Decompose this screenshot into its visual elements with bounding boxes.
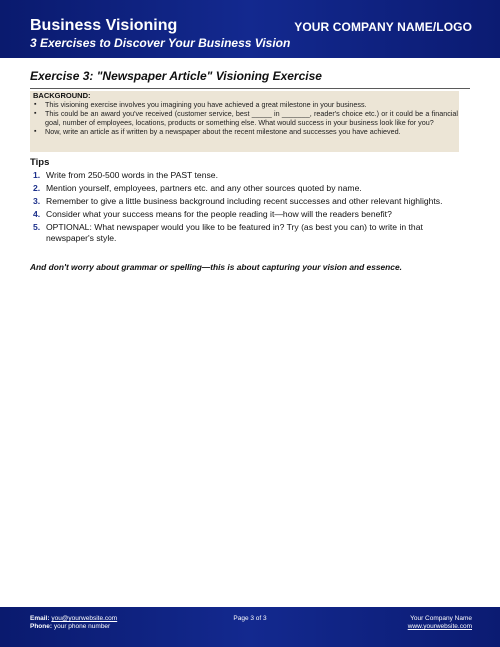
company-name: Your Company Name: [410, 615, 472, 622]
tip-text: OPTIONAL: What newspaper would you like to be featured in? Try (as best you can) to write in that newspaper's style.: [46, 221, 423, 243]
tip-text: Mention yourself, employees, partners etc. and any other sources quoted by name.: [46, 182, 362, 193]
tip-text: Write from 250-500 words in the PAST tense.: [46, 170, 218, 180]
list-item: [31, 100, 458, 109]
tip-number: 2.: [33, 182, 41, 193]
background-box: [30, 91, 459, 152]
page-footer: [0, 607, 500, 647]
email-link[interactable]: you@yourwebsite.com: [51, 615, 118, 622]
tips-heading: Tips: [30, 157, 50, 168]
list-item: [31, 109, 458, 127]
bullet-icon: ▪: [34, 128, 37, 136]
phone-label: Phone:: [30, 623, 53, 630]
bullet-icon: ▪: [34, 110, 37, 118]
exercise-title: Exercise 3: "Newspaper Article" Visioning Exercise: [30, 68, 470, 89]
list-item-text: This could be an award you've received (customer service, best _____ in _______, reader's choice etc.) or it could be a financial goal, number of employees, locations, products or something else. What would success in your business look like for you?: [45, 109, 458, 128]
list-item: [30, 196, 470, 207]
closing-note: And don't worry about grammar or spelling—this is about capturing your vision and essence.: [30, 262, 402, 272]
tips-list: [30, 170, 470, 246]
list-item: [30, 222, 470, 245]
list-item: [30, 183, 470, 194]
tip-text: Remember to give a little business background including recent successes and other relevant highlights.: [46, 195, 443, 206]
website-link[interactable]: www.yourwebsite.com: [407, 623, 472, 630]
phone-value: your phone number: [53, 623, 111, 630]
document-subtitle: 3 Exercises to Discover Your Business Vision: [30, 36, 291, 50]
tip-number: 4.: [33, 208, 41, 219]
list-item: [31, 127, 458, 136]
tip-text: Consider what your success means for the people reading it—how will the readers benefit?: [46, 208, 392, 219]
document-title: Business Visioning: [30, 17, 178, 34]
company-logo: YOUR COMPANY NAME/LOGO: [294, 20, 472, 34]
tip-number: 5.: [33, 221, 41, 232]
list-item-text: Now, write an article as if written by a newspaper about the recent milestone and successes you have achieved.: [45, 127, 401, 137]
page-number: Page 3 of 3: [233, 615, 267, 622]
list-item-text: This visioning exercise involves you imagining you have achieved a great milestone in your business.: [45, 100, 367, 109]
footer-company: [408, 615, 472, 631]
list-item: [30, 170, 470, 181]
page-header: [0, 0, 500, 58]
background-label: BACKGROUND:: [33, 91, 91, 100]
email-label: Email:: [30, 615, 50, 622]
tip-number: 3.: [33, 195, 41, 206]
bullet-icon: ▪: [34, 101, 37, 108]
background-list: [31, 100, 458, 136]
tip-number: 1.: [33, 170, 41, 180]
list-item: [30, 209, 470, 220]
